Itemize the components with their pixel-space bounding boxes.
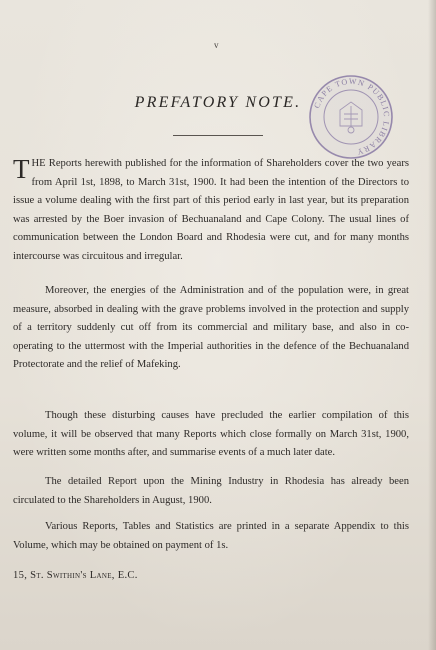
- paragraph-2: Moreover, the energies of the Administration and of the population were, in great measure, absorbed in dealing with the grave problems involved in the protection and supply of a territory suddenly cut off from its commercial and military base, and also in co-operating to the uttermost with the Imperial authorities in the defence of the Bechuanaland Protectorate and the relief of Mafeking.: [13, 285, 409, 371]
- drop-cap: T: [13, 154, 30, 184]
- paragraph-1-text: HE Reports herewith published for the information of Shareholders cover the two years from April 1st, 1898, to March 31st, 1900. It had been the intention of the Directors to issue a volume dealing with the first part of this period early in last year, but its preparation was arrested by the Boer invasion of Bechuanaland and Cape Colony. The usual lines of communication between the London Board and Rhodesia were cut, and for many months intercourse was circuitous and irregular.: [13, 158, 409, 262]
- paragraph-1: [13, 155, 409, 267]
- paragraph-5: Various Reports, Tables and Statistics are printed in a separate Appendix to this Volume, which may be obtained on payment of 1s.: [13, 521, 409, 551]
- page-number: v: [214, 40, 219, 50]
- paragraph-4: The detailed Report upon the Mining Industry in Rhodesia has already been circulated to the Shareholders in August, 1900.: [13, 476, 409, 506]
- paragraph-3: Though these disturbing causes have precluded the earlier compilation of this volume, it will be observed that many Reports which close formally on March 31st, 1900, were written some months after, and summarise events of a much later date.: [13, 410, 409, 459]
- page-title: PREFATORY NOTE.: [134, 94, 302, 111]
- title-rule-divider: [173, 135, 263, 136]
- library-stamp-seal: [306, 72, 396, 162]
- office-address: 15, St. Swithin's Lane, E.C.: [13, 570, 138, 581]
- stamp-lettering: CAPE TOWN PUBLIC LIBRARY: [312, 76, 392, 157]
